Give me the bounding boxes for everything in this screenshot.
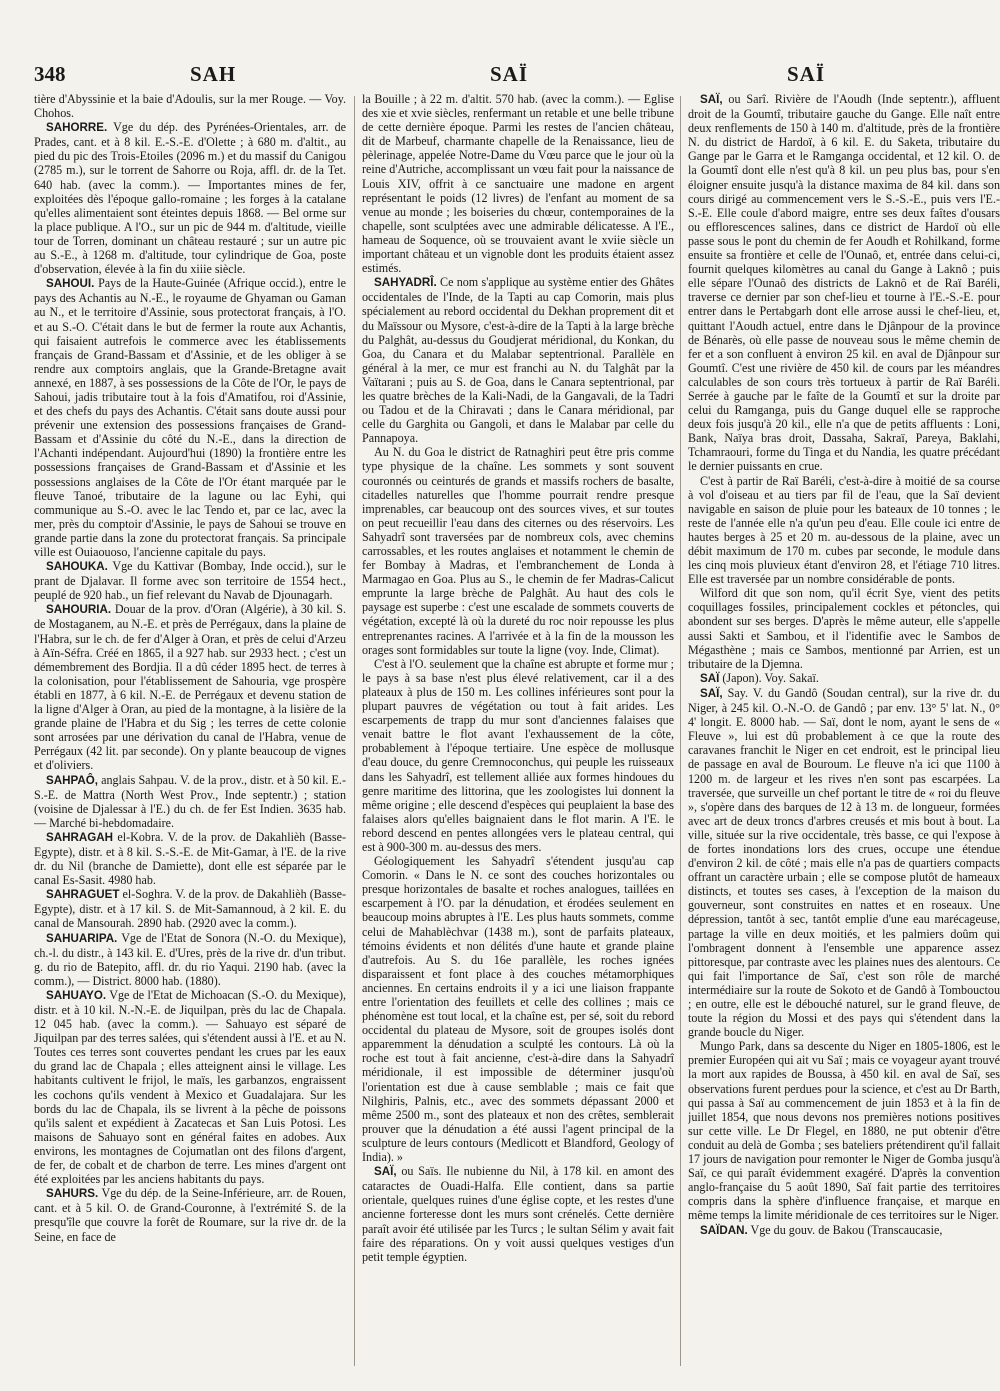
dictionary-entry <box>688 671 1000 686</box>
entry-headword: SAHYADRÎ. <box>374 276 437 290</box>
entry-text: Wilford dit que son nom, qu'il écrit Sye, vient des petits coquillages fossiles, principalement cockles et pétoncles, qui abondent sur ses berges. D'après le même auteur, elle s'appelle aussi Sakti et Sambou, et il l'identifie avec le Sambos de Mégasthène ; mais ce Sambos, mentionné par Arrien, est un tributaire de la Djemna. <box>688 586 1000 671</box>
entry-headword: SAHORRE. <box>46 121 108 135</box>
entry-headword: SAHRAGAH <box>46 830 113 844</box>
dictionary-entry <box>688 1039 1000 1222</box>
entry-text: Douar de la prov. d'Oran (Algérie), à 30 kil. S. de Mostaganem, au N.-E. et près de Perrégaux, dans la plaine de l'Habra, sur le ch. de fer d'Alger à Oran, et près de celui d'Arzeu à Aïn-Séfra. Créé en 1865, il a 927 hab. sur 2933 hect. ; c'est un démembrement des Bordjia. Il a dû céder 1895 hect. de terres à la colonisation, pour l'établissement de Sahouria, vge prospère établi en 1877, à 6 kil. N.-E. de Perrégaux et devenu station de la ligne d'Alger à Oran, au pied de la montagne, à la lisière de la grande plaine de l'Habra et du Sig ; les terres de cette colonie sont arrosées par une dérivation du canal de l'Habra, venue de Perrégaux (42 lit. par seconde). On y plante beaucoup de vignes et d'oliviers. <box>34 602 346 773</box>
entry-text: ou Sarî. Rivière de l'Aoudh (Inde septentr.), affluent droit de la Goumtî, tributaire gauche du Gange. Elle naît entre deux renflements de 150 à 140 m. d'altitude, près de la frontière N. du district de Hardoï, à 6 kil. E. du Saketa, tributaire du Gange par le Garra et le Ramganga occidental, et 12 kil. O. de la Goumtî dont elle n'est qu'à 8 kil. un peu plus bas, pour s'en éloigner ensuite jusqu'à la distance maxima de 84 kil. dans son cours dirigé au commencement vers le S.-S.-E., puis vers l'E.-S.-E. Elle coule d'abord maigre, entre ses deux faîtes d'ousars ou efflorescences salines, dans ce district de Hardoï où elle passe sous le pont du chemin de fer Aoudh et Rohilkand, forme ensuite sa frontière et celle de l'Ounaô, et, entrée dans celui-ci, fournit quelques kilomètres au canal du Gange à Laknô ; puis elle sépare l'Ounaô des districts de Laknô et de Raï Baréli, traverse ce dernier par son chef-lieu et tourne à l'E.-S.-E. pour entrer dans le Pertabgarh dont elle arrose aussi le chef-lieu, et, quittant l'Aoudh actuel, entre dans le Djânpour de la province de Bénarès, où elle passe de nouveau sous le même chemin de fer et a son confluent à environ 25 kil. en aval de Djânpour sur Goumtî. C'est une rivière de 450 kil. de cours par les méandres calculables de son cours très tortueux à partir de Raï Baréli. Serrée à gauche par le faîte de la Goumtî et sur la droite par celui du Ramganga, puis du Gange duquel elle se rapproche deux fois jusqu'à 20 kil., elle n'a que de petits affluents : Loni, Bank, Naïya bras droit, Dassaha, Sakraï, Pareya, Baklahi, Tchamraouri, forme du Tinga et du Nandia, les quatre précédant le dernier puissants en crue. <box>688 92 1000 474</box>
entry-text: Vge du dép. de la Seine-Inférieure, arr. de Rouen, cant. et à 5 kil. O. de Grand-Couronne, à l'extrémité S. de la presqu'île que couvre la forêt de Roumare, sur la rive dr. de la Seine, en face de <box>34 1186 346 1244</box>
dictionary-entry <box>34 887 346 930</box>
dictionary-entry <box>688 474 1000 587</box>
entry-text: C'est à l'O. seulement que la chaîne est abrupte et forme mur ; le pays à sa base n'est plus élevé relativement, car il a des plateaux à plus de 150 m. Les collines inférieures sont pour la plupart pauvres de végétation ou tout à fait arides. Les escarpements de trapp du mur sont d'anciennes falaises que venait battre le flot avant l'exhaussement de la côte, probablement à l'époque tertiaire. Une espèce de mollusque d'eau douce, du genre Cremnoconchus, qui peuple les ruisseaux dans les Sahyadrî, est tellement alliée aux formes hindoues du genre maritime des littorina, que les zoologistes lui donnent la même origine ; elle descend d'espèces qui peuplaient la base des falaises alors qu'elles baignaient dans le flot marin. A l'E. le rebord descend en pentes allongées vers le plateau central, qui est à 900-300 m. au-dessus des mers. <box>362 656 674 854</box>
entry-text: el-Soghra. V. de la prov. de Dakahlièh (Basse-Egypte), distr. et à 17 kil. S. de Mit-Samannoud, à 2 kil. E. du canal de Mansourah. 2890 hab. (2920 avec la comm.). <box>34 887 346 931</box>
page-header <box>0 62 1000 90</box>
dictionary-entry <box>688 686 1000 1039</box>
text-column-1 <box>34 92 346 1382</box>
entry-headword: SAHRAGUET <box>46 888 120 902</box>
dictionary-entry <box>34 988 346 1186</box>
running-head-center: SAÏ <box>490 62 529 86</box>
text-column-3 <box>688 92 1000 1382</box>
entry-headword: SAHUARIPA. <box>46 931 118 945</box>
column-divider-1 <box>354 96 355 1366</box>
entry-text: Vge de l'Etat de Sonora (N.-O. du Mexique), ch.-l. du distr., à 143 kil. E. d'Ures, près de la rive dr. d'un tribut. g. du rio de Batepito, affl. dr. du rio Yaqui. 2190 hab. (avec la comm.), — District. 8000 hab. (1880). <box>34 930 346 988</box>
dictionary-entry <box>34 830 346 887</box>
dictionary-entry <box>34 602 346 772</box>
entry-text: Say. V. du Gandô (Soudan central), sur la rive dr. du Niger, à 245 kil. O.-N.-O. de Gandô ; par env. 13° 5' lat. N., 0° 4' longit. E. 8000 hab. — Saï, dont le nom, ayant le sens de « Fleuve », lui est dû probablement à ce que la route des caravanes franchit le Niger en cet endroit, est le principal lieu de passage en aval de Bouroum. Le fleuve n'a ici que 1100 à 1200 m. de largeur et les rives n'en sont pas escarpées. La traversée, que surveille un chef portant le titre de « roi du fleuve », s'opère dans des barques de 12 à 13 m. de longueur, formées avec art de deux troncs d'arbres creusés et mis bout à bout. La ville, située sur la rive occidentale, très basse, ce qui l'expose à de fortes inondations lors des crues, occupe une étendue d'environ 2 kil. de côté ; mais elle n'a pas de quartiers compacts offrant un caractère urbain ; elle se compose plutôt de hameaux distincts, et toutes ses cases, à l'exception de la maison du gouverneur, sont construites en nattes et en roseaux. Une dépression, tantôt à sec, tantôt emplie d'une eau marécageuse, partage la ville en deux moitiés, et les palmiers doûm qui l'ombragent donnent à l'ensemble une apparence assez pittoresque, par contraste avec les plaines nues des alentours. Ce qui fait l'importance de Saï, c'est son rôle de marché intermédiaire sur la route de Sokoto et de Gandô à Tombouctou ; en outre, elle est le débouché naturel, sur le grand fleuve, de toute la région du Mossi et des pays qui s'étendent dans la grande boucle du Niger. <box>688 685 1000 1040</box>
dictionary-entry <box>688 586 1000 671</box>
dictionary-entry <box>362 445 674 656</box>
dictionary-entry <box>688 92 1000 474</box>
entry-text: Pays de la Haute-Guinée (Afrique occid.), entre le pays des Achantis au N.-E., le royaume de Ghyaman ou Gaman au N., et le territoire d'Assinie, sous protectorat français, à l'O. et au S.-O. C'était dans le but de fermer la route aux Achantis, qui faisaient autrefois le commerce avec les établissements français de Grand-Bassam et d'Assinie, et de les obliger à se rendre aux comptoirs anglais, que la Grande-Bretagne avait annexé, en 1887, à ses possessions de la Côte de l'Or, le pays de Sahoui, jadis tributaire tout à la fois d'Amatifou, roi d'Assinie, et des chefs du pays des Achantis. C'était sans doute aussi pour prévenir une extension des possessions françaises de Grand-Bassam et d'Assinie du côté du N.-E., dans la direction de l'Achanti indépendant. Aujourd'hui (1890) la frontière entre les possessions françaises de Grand-Bassam et d'Assinie et les possessions anglaises de la Côte de l'Or étant marquée par le fleuve Tanoé, tributaire de la lagune ou lac Eyhi, qui communique au S.-O. avec le lac Tendo et, par ce lac, avec la mer, près du comptoir d'Assinie, le pays de Sahoui se trouve en grande partie dans la zone du protectorat français. Sa principale ville est Ouiaouoso, l'ancienne capitale du pays. <box>34 276 346 559</box>
dictionary-entry <box>362 1164 674 1264</box>
dictionary-entry <box>34 276 346 559</box>
dictionary-entry <box>34 92 346 120</box>
entry-headword: SAÏ, <box>700 93 723 106</box>
entry-headword: SAÏ, <box>374 1165 397 1179</box>
entry-headword: SAHOUKA. <box>46 560 108 574</box>
entry-text: ou Saïs. Ile nubienne du Nil, à 178 kil. en amont des cataractes de Ouadi-Halfa. Elle contient, dans sa partie orientale, quelques ruines d'une église copte, et les restes d'une ancienne forteresse dont les murs sont crénelés. Cette dernière paraît avoir été utilisée par les Turcs ; le sultan Sélim y avait fait faire des réparations. On y voit aussi quelques vestiges d'un petit temple égyptien. <box>362 1164 674 1264</box>
entry-headword: SAHPAÔ, <box>46 773 98 787</box>
dictionary-entry <box>362 275 674 445</box>
entry-headword: SAHUAYO. <box>46 988 107 1002</box>
entry-text: anglais Sahpau. V. de la prov., distr. et à 50 kil. E.-S.-E. de Mattra (North West Prov., Inde septentr.) ; station (voisine de Djalessar à l'E.) du ch. de fer Est Indien. 3635 hab. — Marché bi-hebdomadaire. <box>34 772 346 830</box>
dictionary-entry <box>362 92 674 275</box>
page-number: 348 <box>34 62 66 86</box>
entry-headword: SAÏ, <box>700 686 723 700</box>
dictionary-entry <box>34 773 346 830</box>
dictionary-entry <box>362 657 674 854</box>
entry-text: Vge de l'Etat de Michoacan (S.-O. du Mexique), distr. et à 10 kil. N.-N.-E. de Jiquilpan, près du lac de Chapala. 12 045 hab. (avec la comm.). — Sahuayo est séparé de Jiquilpan par des terres salées, qui s'étendent aussi à l'E. et au N. Toutes ces terres sont couvertes pendant les crues par les eaux du grand lac de Chapala ; elles atteignent ainsi le village. Les habitants cultivent le frijol, le maïs, les garbanzos, engraissent les cochons qu'ils vendent à Mexico et Guadalajara. Sur les bords du lac de Chapala, ils se livrent à la pêche de poissons qu'ils salent et expédient à Zacatecas et San Luis Potosi. Les maisons de Sahuayo sont en général faites en adobes. Aux environs, les montagnes de Cojumatlan ont des filons d'argent, de fer, de cobalt et de charbon de terre. Les mines d'argent ont été exploitées par les anciens habitants du pays. <box>34 987 346 1187</box>
entry-text: C'est à partir de Raï Baréli, c'est-à-dire à moitié de sa course à vol d'oiseau et au tiers par fil de l'eau, que la Saï devient navigable en saison de pluie pour les bateaux de 10 tonnes ; le reste de l'année elle n'a qu'un peu d'eau. Elle coule ici entre de hautes berges à 25 et 20 m. au-dessous de la plaine, avec un débit maximum de 170 m. cubes par seconde, le module dans les cinq mois pluvieux étant d'environ 28, et l'étiage 710 litres. Elle est traversée par un nombre considérable de ponts. <box>688 473 1000 587</box>
running-head-right: SAÏ <box>787 62 826 86</box>
running-head-left: SAH <box>190 62 237 86</box>
entry-text: Mungo Park, dans sa descente du Niger en 1805-1806, est le premier Européen qui ait vu Saï ; mais ce voyageur ayant trouvé la mort aux rapides de Boussa, à 450 kil. en aval de Saï, ses observations furent perdues pour la science, et c'est au Dr Barth, qui passa à Saï au commencement de juin 1853 et à la fin de juillet 1854, que nous devons nos premières notions positives sur cette ville. Le Dr Flegel, en 1880, ne put obtenir d'être conduit au delà de Gomba ; ses bateliers prétendirent qu'il fallait 17 jours de navigation pour remonter le Niger de Gomba jusqu'à Saï, ce qui paraît évidemment exagéré. D'après la convention anglo-française du 5 août 1890, Saï fait partie des territoires compris dans la sphère d'influence française, et marque en même temps la limite méridionale de ces territoires sur le Niger. <box>688 1039 1000 1223</box>
entry-headword: SAHURS. <box>46 1187 99 1201</box>
entry-text: Géologiquement les Sahyadrî s'étendent jusqu'au cap Comorin. « Dans le N. ce sont des couches horizontales ou presque horizontales de basalte et roches analogues, taillées en escarpement à l'O. par la dénudation, et érodées seulement en beaucoup moins abruptes à l'E. Les plus hauts sommets, comme celui de Mahablèchvar (1438 m.), sont de parfaits plateaux, témoins évidents et non délités d'une haute et grande plaine d'autrefois. Au S. du 16e parallèle, les roches ignées disparaissent et font place à des couches métamorphiques anciennes. En certains endroits il y a ici une liaison frappante entre l'orientation des feuillets et celle des collines ; mais ce phénomène est tout local, et la chaîne est, per sé, soit du rebord occidental du plateau de Mysore, soit de groupes isolés dont apparemment la dénudation a sculpté les contours. Là où la roche est tout à fait ancienne, c'est-à-dire dans la Sahyadrî méridionale, il est impossible de déterminer jusqu'où l'orientation est due à cause semblable ; mais ce fait que Nilghiris, Palnis, etc., avec des sommets dépassant 2000 et même 2500 m., sont des plateaux et non des crêtes, semblerait prouver que la dénudation a été aussi l'agent principal de la sculpture de leurs contours (Medlicott et Blandford, Geology of India). » <box>362 854 674 1165</box>
dictionary-entry <box>34 1186 346 1243</box>
dictionary-entry <box>688 1223 1000 1238</box>
entry-text: Ce nom s'applique au système entier des Ghâtes occidentales de l'Inde, de la Tapti au cap Comorin, mais plus spécialement au rebord occidental du Dekhan proprement dit et du Maïssour ou Mysore, c'est-à-dire de la Tapti à la large brèche du Palghât, au-dessus du Goudjerat méridional, du Konkan, du Goa, du Canara et du Malabar septentrional. Parallèle en général à la mer, ce mur est franchi au N. du Talghât par la Vaïtarani ; puis au S. de Goa, dans le Canara septentrional, par les quatre brèches de la Kali-Nadi, de la Gangavali, de la Tadri ou Tadou et de la Chiravati ; dans le Canara méridional, par celle du Garghita ou Gangoli, et dans le Malabar par celle du Pannapoya. <box>362 275 674 446</box>
entry-text: Vge du gouv. de Bakou (Transcaucasie, <box>750 1222 943 1237</box>
entry-text: tière d'Abyssinie et la baie d'Adoulis, sur la mer Rouge. — Voy. Chohos. <box>34 92 346 121</box>
dictionary-entry <box>34 931 346 988</box>
column-divider-2 <box>680 96 681 1366</box>
dictionary-entry <box>362 854 674 1164</box>
dictionary-entry <box>34 559 346 602</box>
entry-headword: SAHOUI. <box>46 277 95 291</box>
entry-text: Vge du dép. des Pyrénées-Orientales, arr. de Prades, cant. et à 8 kil. E.-S.-E. d'Olette ; à 680 m. d'altit., au pied du pic des Trois-Etoiles (2096 m.) et du massif du Canigou (2785 m.), sur le torrent de Sahorre ou Roja, affl. dr. de la Tet. 640 hab. (avec la comm.). — Importantes mines de fer, exploitées dès l'époque gallo-romaine ; les forges à la catalane qu'elles alimentaient sont éteintes depuis 1868. — Bel orme sur la place publique. A l'O., sur un pic de 944 m. d'altitude, vieille tour de Torren, dominant un château restauré ; sur un autre pic au S.-E., à 1268 m. d'altitude, tour cylindrique de Goa, poste d'observation, élevée à la fin du xiiie siècle. <box>34 120 346 277</box>
entry-text: Au N. du Goa le district de Ratnaghiri peut être pris comme type physique de la chaîne. Les sommets y sont souvent couronnés ou ceinturés de grands et massifs rochers de basalte, citadelles naturelles que l'homme pourrait rendre presque imprenables, car beaucoup ont des sources vives, et sur toutes on peut recueillir l'eau dans des citernes ou des réservoirs. Les Sahyadrî sont traversées par de nombreux cols, avec chemins carrossables, et les routes anglaises et notamment le chemin de fer Bombay à Madras, et l'embranchement de Londa à Marmagao en Goa. Plus au S., le chemin de fer Madras-Calicut emprunte la large brèche de Palghât. Au haut des cols le paysage est superbe : c'est une escalade de sommets couverts de végétation, excepté là où la dureté du roc noir repousse les plus entreprenantes racines. A l'arrivée et à la fin de la mousson les orages sont formidables sur toute la ligne (voy. Inde, Climat). <box>362 445 674 657</box>
entry-text: la Bouille ; à 22 m. d'altit. 570 hab. (avec la comm.). — Eglise des xie et xvie siècles, renfermant un retable et une belle tribune de cette dernière époque. Parmi les restes de l'ancien château, dit de Marbeuf, charmante chapelle de la Renaissance, lieu de pèlerinage, appelée Notre-Dame du Vœu parce que le jour où la reine d'Autriche, accomplissant un vœu fait pour la naissance de Louis XIV, offrit à ce sanctuaire une madone en argent représentant le poids (12 livres) de l'enfant au moment de sa venue au monde ; les boiseries du chœur, contemporaines de la chapelle, sont sculptées avec une admirable délicatesse. A l'E., hameau de Soquence, où se trouvaient avant le xviie siècle un important château et un vignoble dont les produits étaient assez estimés. <box>362 92 674 276</box>
entry-headword: SAÏ <box>700 671 720 685</box>
text-column-2 <box>362 92 674 1382</box>
entry-text: el-Kobra. V. de la prov. de Dakahlièh (Basse-Egypte), distr. et à 8 kil. S.-S.-E. de Mit-Gamar, à l'E. de la rive dr. du Nil (branche de Damiette), dont elle est séparée par le canal Es-Sasit. 4980 hab. <box>34 829 346 888</box>
dictionary-entry <box>34 120 346 276</box>
entry-text: Vge du Kattivar (Bombay, Inde occid.), sur le prant de Djalavar. Il forme avec son territoire de 1554 hect., peuplé de 920 hab., un fief relevant du Navab de Djounagarh. <box>34 559 346 603</box>
entry-text: (Japon). Voy. Sakaï. <box>722 670 819 685</box>
entry-headword: SAÏDAN. <box>700 1223 748 1237</box>
entry-headword: SAHOURIA. <box>46 603 112 617</box>
